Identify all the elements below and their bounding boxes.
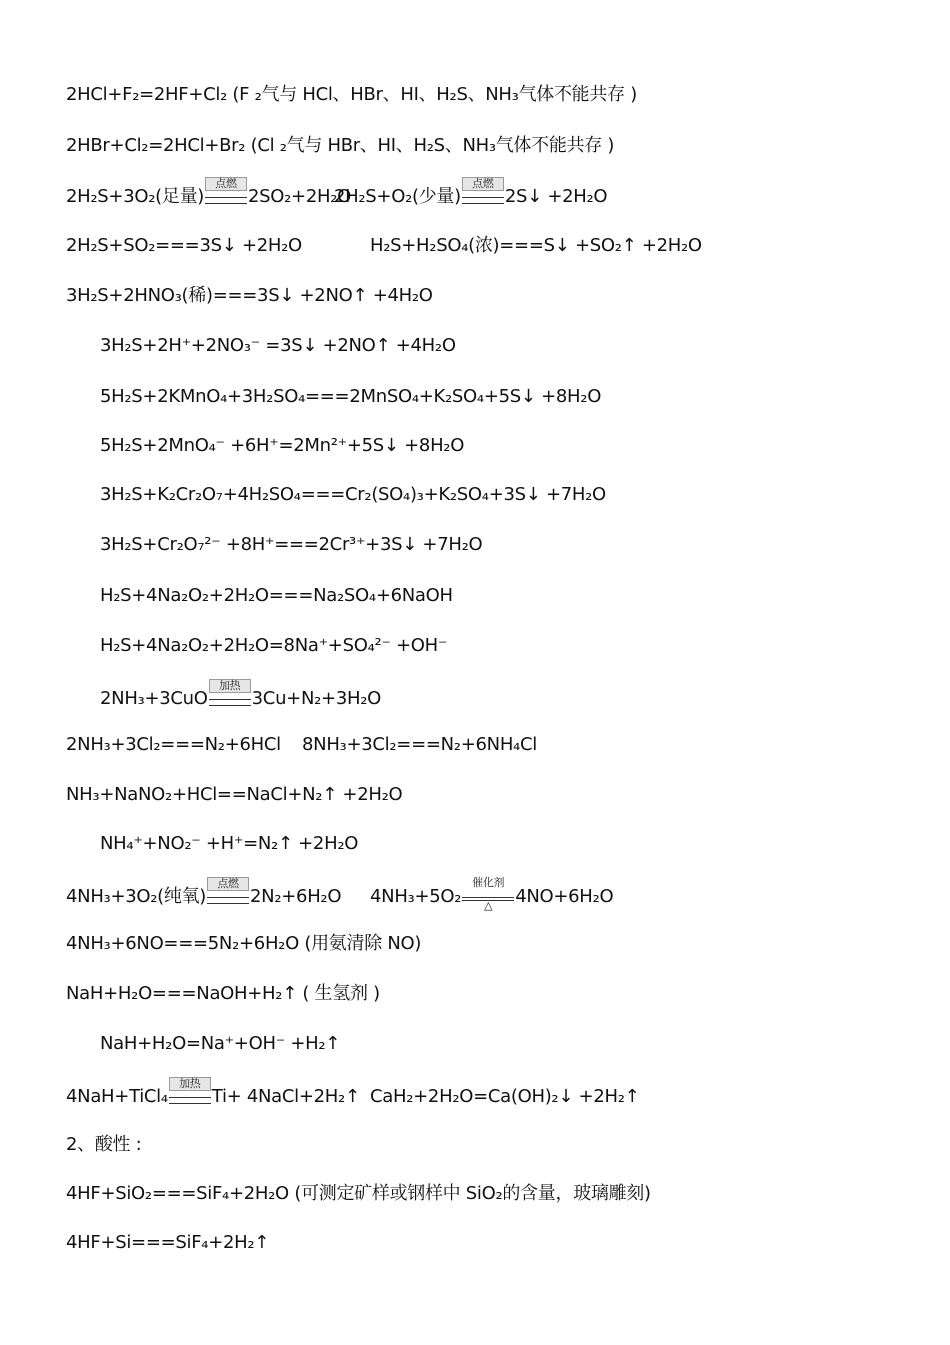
reaction-condition [462,177,504,209]
equation-line: NaH+H₂O===NaOH+H₂↑ ( 生氢剂 ) [66,983,380,1004]
equation-line: 2HBr+Cl₂=2HCl+Br₂ (Cl ₂气与 HBr、HI、H₂S、NH₃气体不能共存 ) [66,135,615,156]
equation-line: 3H₂S+2HNO₃(稀)===3S↓ +2NO↑ +4H₂O [66,285,433,306]
equation-text: 2H₂S+O₂(少量) [334,186,461,207]
reaction-condition [169,1077,211,1109]
condition-label: 点燃 [205,177,247,191]
equation-line: 4NH₃+6NO===5N₂+6H₂O (用氨清除 NO) [66,933,422,954]
equation-text: 4NH₃+3O₂(纯氧) [66,886,207,907]
equation-text: 2H₂S+3O₂(足量) [66,186,204,207]
condition-below-label: △ [484,899,493,912]
equation-text: 2N₂+6H₂O [250,886,342,907]
equation-line: 2H₂S+SO₂===3S↓ +2H₂O [66,235,302,256]
equation-line: 3H₂S+Cr₂O₇²⁻ +8H⁺===2Cr³⁺+3S↓ +7H₂O [100,534,483,555]
equation-line [370,876,614,912]
section-heading: 2、酸性 : [66,1134,142,1155]
equation-text: 3Cu+N₂+3H₂O [251,688,382,709]
equation-line: NH₃+NaNO₂+HCl==NaCl+N₂↑ +2H₂O [66,784,403,805]
equation-line [334,177,608,209]
equation-line [66,1077,360,1109]
equation-line [100,679,382,711]
condition-label: 加热 [169,1077,211,1091]
equation-line: 4HF+SiO₂===SiF₄+2H₂O (可测定矿样或钢样中 SiO₂的含量，玻璃雕刻) [66,1183,651,1204]
equation-line: 4HF+Si===SiF₄+2H₂↑ [66,1232,270,1253]
equation-line: 2HCl+F₂=2HF+Cl₂ (F ₂气与 HCl、HBr、HI、H₂S、NH₃气体不能共存 ) [66,84,637,105]
equation-text: 4NH₃+5O₂ [370,886,462,907]
condition-label: 加热 [209,679,251,693]
equation-text: 4NO+6H₂O [515,886,614,907]
reaction-condition [205,177,247,209]
equation-line: 8NH₃+3Cl₂===N₂+6NH₄Cl [302,734,537,755]
equation-text: 2NH₃+3CuO [100,688,208,709]
equation-line: 5H₂S+2KMnO₄+3H₂SO₄===2MnSO₄+K₂SO₄+5S↓ +8H₂O [100,386,602,407]
equation-text: 2SO₂+2H₂O [248,186,352,207]
equation-line: 3H₂S+2H⁺+2NO₃⁻ =3S↓ +2NO↑ +4H₂O [100,335,456,356]
equation-line: 3H₂S+K₂Cr₂O₇+4H₂SO₄===Cr₂(SO₄)₃+K₂SO₄+3S↓ +7H₂O [100,484,606,505]
equation-line: H₂S+4Na₂O₂+2H₂O=8Na⁺+SO₄²⁻ +OH⁻ [100,635,448,656]
equation-line: H₂S+4Na₂O₂+2H₂O===Na₂SO₄+6NaOH [100,585,453,606]
equation-line [66,877,342,909]
equation-line: 5H₂S+2MnO₄⁻ +6H⁺=2Mn²⁺+5S↓ +8H₂O [100,435,465,456]
equation-line: H₂S+H₂SO₄(浓)===S↓ +SO₂↑ +2H₂O [370,235,702,256]
reaction-condition [462,876,514,912]
equation-line [66,177,352,209]
equation-line: 2NH₃+3Cl₂===N₂+6HCl [66,734,281,755]
equation-line: NH₄⁺+NO₂⁻ +H⁺=N₂↑ +2H₂O [100,833,359,854]
equation-line: NaH+H₂O=Na⁺+OH⁻ +H₂↑ [100,1033,341,1054]
equation-text: Ti+ 4NaCl+2H₂↑ [211,1086,360,1107]
condition-label: 点燃 [207,877,249,891]
reaction-condition [207,877,249,909]
equation-line: CaH₂+2H₂O=Ca(OH)₂↓ +2H₂↑ [370,1086,640,1107]
reaction-condition [209,679,251,711]
condition-label: 点燃 [462,177,504,191]
equation-text: 2S↓ +2H₂O [504,186,608,207]
condition-label: 催化剂 [472,876,505,889]
equation-text: 4NaH+TiCl₄ [66,1086,168,1107]
